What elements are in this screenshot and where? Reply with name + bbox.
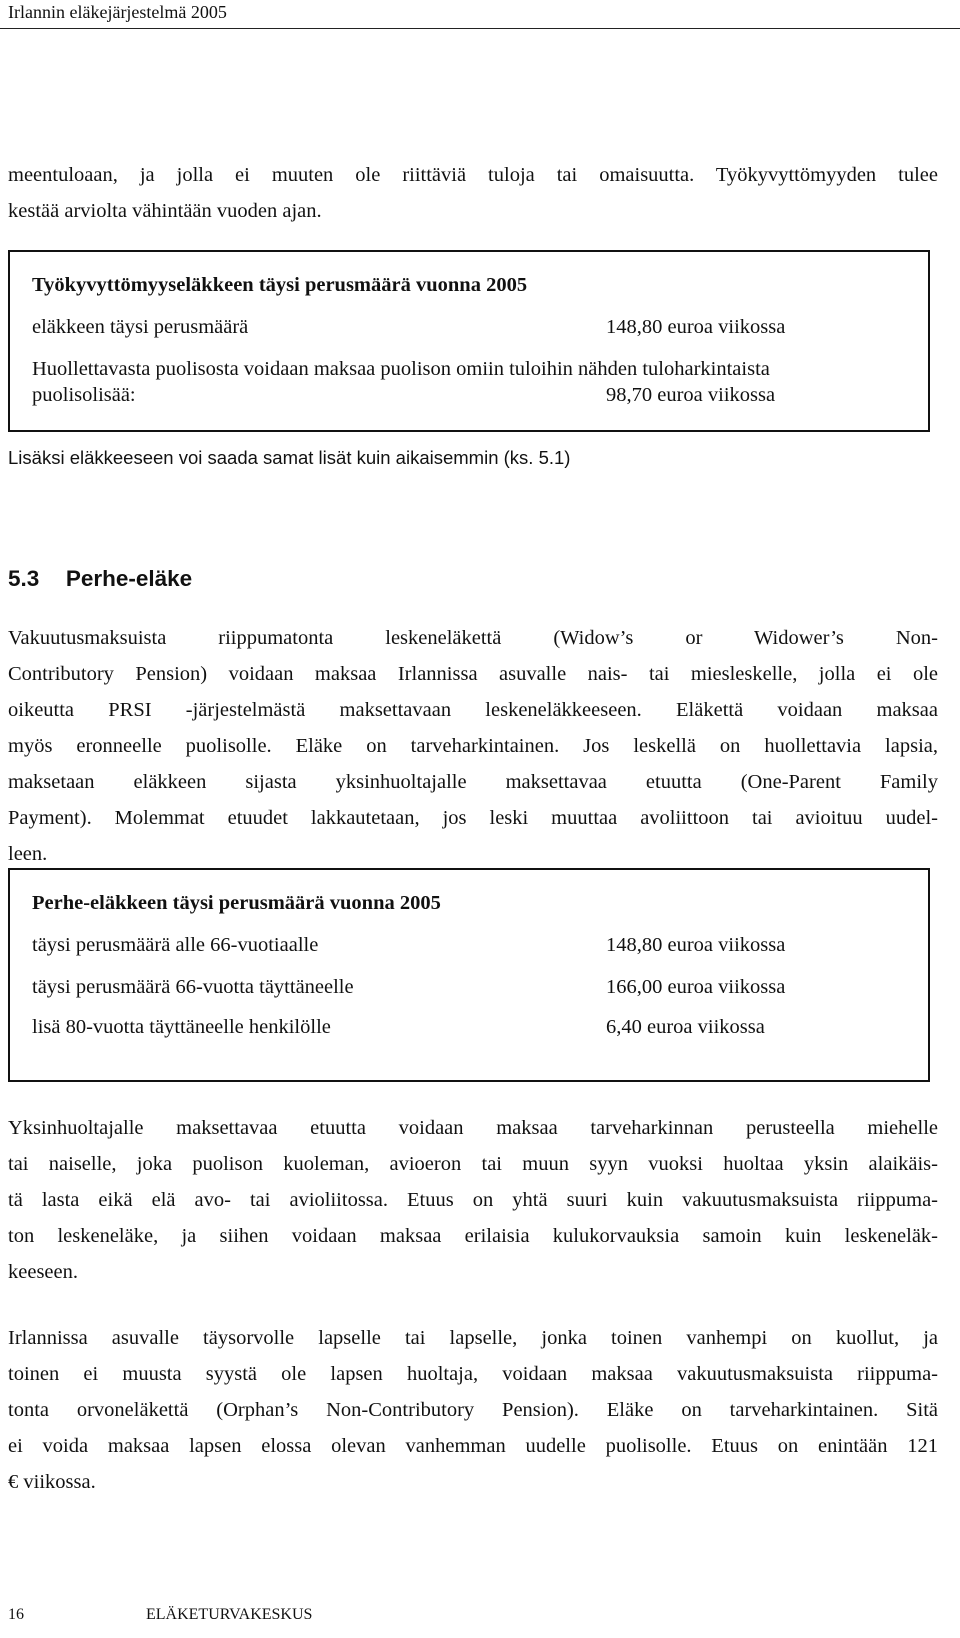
footer-publisher: ELÄKETURVAKESKUS — [146, 1606, 313, 1623]
header-divider — [0, 28, 960, 29]
row-value: 148,80 euroa viikossa — [606, 316, 786, 338]
row-value: 148,80 euroa viikossa — [606, 934, 786, 956]
row-label: eläkkeen täysi perusmäärä — [32, 316, 249, 338]
row-text: Huollettavasta puolisosta voidaan maksaa puolison omiin tuloihin nähden tuloharkintaista — [32, 358, 770, 380]
text-line: Irlannissa asuvalle täysorvolle lapselle tai lapselle, jonka toinen vanhempi on kuollut, ja — [8, 1327, 938, 1349]
text-line: ei voida maksaa lapsen elossa olevan vanhemman uudelle puolisolle. Etuus on enintään 121 — [8, 1435, 938, 1457]
running-title: Irlannin eläkejärjestelmä 2005 — [8, 2, 227, 22]
text-line: maksetaan eläkkeen sijasta yksinhuoltajalle maksettavaa etuutta (One-Parent Family — [8, 771, 938, 793]
single-parent-paragraph — [8, 1110, 938, 1290]
row-label: täysi perusmäärä 66-vuotta täyttäneelle — [32, 976, 354, 998]
text-line: tonta orvoneläkettä (Orphan’s Non-Contributory Pension). Eläke on tarveharkintainen. Sitä — [8, 1399, 938, 1421]
orphan-pension-paragraph — [8, 1320, 938, 1500]
row-label: täysi perusmäärä alle 66-vuotiaalle — [32, 934, 319, 956]
row-value: 166,00 euroa viikossa — [606, 976, 786, 998]
intro-paragraph — [8, 157, 938, 229]
box-title: Perhe-eläkkeen täysi perusmäärä vuonna 2005 — [32, 892, 441, 914]
text-line: toinen ei muusta syystä ole lapsen huoltaja, voidaan maksaa vakuutusmaksuista riippuma- — [8, 1363, 938, 1385]
row-label: lisä 80-vuotta täyttäneelle henkilölle — [32, 1016, 331, 1038]
text-line: meentuloaan, ja jolla ei muuten ole riittäviä tuloja tai omaisuutta. Työkyvyttömyyden tulee — [8, 164, 938, 186]
box-title: Työkyvyttömyyseläkkeen täysi perusmäärä vuonna 2005 — [32, 274, 528, 296]
section-number: 5.3 — [8, 566, 40, 591]
text-line: ton leskeneläke, ja siihen voidaan maksaa erilaisia kulukorvauksia samoin kuin leskeneläk- — [8, 1225, 938, 1247]
section-title: Perhe-eläke — [65, 566, 193, 591]
text-line: Payment). Molemmat etuudet lakkautetaan, jos leski muuttaa avoliittoon tai avioituu uudel- — [8, 807, 938, 829]
text-line: tai naiselle, joka puolison kuoleman, avioeron tai muun syyn vuoksi huoltaa yksin alaikäis- — [8, 1153, 938, 1175]
text-line: leen. — [8, 843, 48, 865]
row-value: 6,40 euroa viikossa — [606, 1016, 765, 1038]
note-text: Lisäksi eläkkeeseen voi saada samat lisät kuin aikaisemmin (ks. 5.1) — [8, 447, 571, 468]
section-heading — [8, 566, 192, 592]
text-line: kestää arviolta vähintään vuoden ajan. — [8, 200, 322, 222]
widow-pension-paragraph — [8, 620, 938, 872]
text-line: Contributory Pension) voidaan maksaa Irlannissa asuvalle nais- tai miesleskelle, jolla ei ole — [8, 663, 938, 685]
text-line: oikeutta PRSI -järjestelmästä maksettavaan leskeneläkkeeseen. Eläkettä voidaan maksaa — [8, 699, 938, 721]
text-line: tä lasta eikä elä avo- tai avioliitossa. Etuus on yhtä suuri kuin vakuutusmaksuista riippuma- — [8, 1189, 938, 1211]
row-label: puolisolisää: — [32, 384, 136, 406]
survivor-pension-box — [8, 868, 930, 1082]
text-line: Vakuutusmaksuista riippumatonta leskeneläkettä (Widow’s or Widower’s Non- — [8, 627, 938, 649]
row-value: 98,70 euroa viikossa — [606, 384, 776, 406]
text-line: myös eronneelle puolisolle. Eläke on tarveharkintainen. Jos leskellä on huollettavia lapsia, — [8, 735, 938, 757]
running-header — [8, 0, 958, 24]
text-line: keeseen. — [8, 1261, 78, 1283]
disability-pension-box — [8, 250, 930, 432]
page-number: 16 — [8, 1606, 24, 1623]
text-line: € viikossa. — [8, 1471, 96, 1493]
text-line: Yksinhuoltajalle maksettavaa etuutta voidaan maksaa tarveharkinnan perusteella miehelle — [8, 1117, 938, 1139]
